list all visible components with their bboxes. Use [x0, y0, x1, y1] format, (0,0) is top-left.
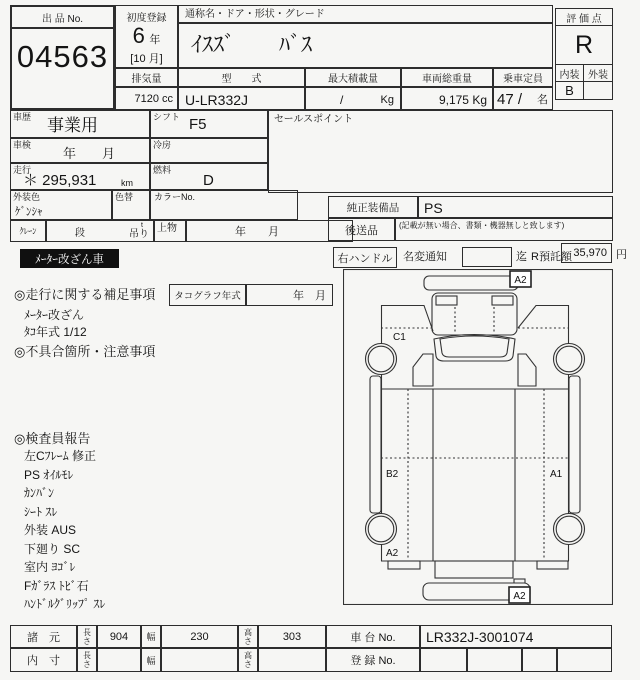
kousou-label-cell	[328, 218, 395, 241]
spec-height-value-cell	[258, 625, 326, 648]
recolor-cell	[112, 190, 150, 220]
exterior-label: 外装	[588, 69, 608, 81]
grade-box	[555, 8, 613, 100]
exterior-value	[584, 82, 612, 99]
front-left-damage-label: C1	[393, 332, 406, 343]
history-cell	[10, 110, 150, 138]
payload-value-cell	[305, 87, 401, 110]
width-label: 幅	[146, 632, 156, 642]
spec-row-label	[10, 625, 77, 648]
model-label: 型 式	[221, 74, 262, 85]
oem-value: PS	[424, 200, 443, 216]
rename-notice-label: 名変通知	[403, 251, 447, 263]
capacity-header	[493, 68, 553, 87]
payload-label: 最大積載量	[328, 74, 378, 85]
deposit-label: R預託額	[531, 251, 572, 263]
fuel-cell	[150, 163, 268, 190]
rear-left-tab	[388, 561, 420, 569]
recolor-label: 色替	[115, 192, 134, 202]
crane-tsuri-label: 吊り	[129, 229, 149, 240]
rear-center-panel	[435, 561, 513, 578]
spec-height-value: 303	[282, 630, 302, 643]
inspector-note-line: 外装 AUS	[24, 523, 77, 537]
inner-height-value-cell	[258, 648, 326, 672]
ac-label: 冷房	[153, 140, 172, 150]
rear-left-wheel	[366, 514, 397, 545]
displacement-label: 排気量	[131, 74, 162, 85]
oem-label: 純正装備品	[346, 201, 400, 214]
shift-value: F5	[189, 116, 207, 133]
displacement-header	[115, 68, 178, 87]
kousou-note-cell	[395, 218, 613, 241]
front-bumper-damage-label: A2	[514, 275, 527, 286]
crane-label: ｸﾚｰﾝ	[19, 226, 37, 236]
yen-label: 円	[616, 249, 627, 261]
fuel-value: D	[203, 172, 214, 189]
rename-notice-box	[462, 247, 512, 267]
grade-header	[556, 9, 612, 26]
left-quarter-shape	[413, 354, 433, 386]
crane-ton-label: t	[141, 222, 143, 229]
grade-value: R	[574, 30, 594, 59]
gvw-value: 9,175 Kg	[438, 93, 487, 107]
tacho-value-cell	[246, 284, 333, 306]
tacho-label-cell	[169, 284, 246, 306]
first-reg-label: 初度登録	[126, 13, 167, 24]
mileage-note-title: ◎走行に関する補足事項	[14, 287, 156, 302]
int-ext-values	[556, 82, 612, 99]
first-reg-year-num: 6	[132, 23, 145, 48]
model-value-cell	[178, 87, 305, 110]
registration-label: 登 録 No.	[350, 655, 396, 667]
interior-value: B	[556, 82, 584, 99]
first-reg-year	[116, 23, 177, 49]
first-registration-cell	[115, 5, 178, 68]
mileage-note-line: ﾀｺ年式 1/12	[24, 325, 87, 339]
deposit-box	[561, 243, 612, 263]
capacity-value: 47 /	[497, 91, 523, 108]
inspector-title: ◎検査員報告	[14, 431, 91, 446]
spec-length-value: 904	[109, 630, 129, 643]
exterior-color-value: ｹﾞﾝｼｬ	[15, 206, 43, 218]
inner-height-label-cell	[238, 648, 258, 672]
lot-number-box	[10, 5, 115, 110]
kousou-label: 後送品	[345, 224, 378, 237]
diagram-frame	[344, 270, 613, 605]
mileage-unit: km	[121, 178, 133, 188]
chassis-value-cell	[420, 625, 612, 648]
cab-panel	[432, 293, 517, 335]
inner-width-label-cell	[141, 648, 161, 672]
crane-cell	[10, 220, 46, 242]
uwamono-label: 上物	[157, 223, 177, 234]
uwamono-value: 年 月	[235, 226, 279, 238]
width-label: 幅	[146, 655, 156, 666]
sales-point-label: セールスポイント	[274, 114, 354, 125]
length-label: 長さ	[83, 651, 91, 670]
inspection-label: 車検	[13, 140, 32, 150]
inspection-value: 年 月	[63, 146, 116, 161]
displacement-value: 7120 cc	[134, 93, 173, 105]
cab-vent-left	[436, 296, 457, 305]
mileage-cell	[10, 163, 150, 190]
fuel-label: 燃料	[153, 165, 172, 175]
inspection-cell	[10, 138, 150, 163]
inspector-note-line: PS ｵｲﾙﾓﾚ	[24, 468, 74, 482]
inspector-note-line: ﾊﾝﾄﾞﾙｸﾞﾘｯﾌﾟ ｽﾚ	[24, 597, 106, 611]
vehicle-name: ｲｽｽﾞ ﾊﾞｽ	[191, 32, 313, 57]
meter-tamper-badge	[20, 249, 119, 268]
name-header-cell	[178, 5, 553, 23]
kousou-note: (記載が無い場合、書類・機器無しと致します)	[399, 221, 565, 230]
inspector-note-line: 下廻り SC	[24, 542, 81, 556]
capacity-unit: 名	[537, 94, 548, 106]
history-value: 事業用	[47, 116, 98, 135]
chassis-label-cell	[326, 625, 420, 648]
inspector-note-line: 室内 ﾖｺﾞﾚ	[24, 560, 76, 574]
right-damage-label: A1	[550, 469, 563, 480]
interior-label: 内装	[556, 65, 584, 81]
tacho-value: 年 月	[293, 290, 326, 302]
registration-label-cell	[326, 648, 420, 672]
payload-value: /	[340, 93, 344, 107]
oem-value-cell	[418, 196, 613, 218]
inspector-note-line: 左Cﾌﾚｰﾑ 修正	[24, 449, 97, 463]
inner-length-value-cell	[97, 648, 141, 672]
rear-bumper-damage-label: A2	[513, 591, 526, 602]
handle-box	[333, 247, 397, 268]
crane-detail-cell	[46, 220, 154, 242]
history-label: 車歴	[13, 112, 32, 122]
spec-height-label-cell	[238, 625, 258, 648]
exterior-color-label: 外装色	[13, 192, 41, 202]
name-header-label: 通称名・ドア・形状・グレード	[185, 9, 325, 20]
name-value-cell	[178, 23, 553, 68]
registration-value-cell	[467, 648, 522, 672]
meter-tamper-badge-label: ﾒｰﾀｰ改ざん車	[35, 253, 104, 266]
mileage-note-line: ﾒｰﾀｰ改ざん	[24, 308, 85, 322]
oem-label-cell	[328, 196, 418, 218]
registration-value-cell	[522, 648, 557, 672]
cab-vent-right	[492, 296, 513, 305]
lot-number-header	[12, 7, 113, 29]
tacho-label: タコグラフ年式	[174, 291, 241, 302]
mileage-label: 走行	[13, 165, 32, 175]
rear-right-tab	[537, 561, 568, 569]
height-label: 高さ	[244, 651, 252, 670]
lot-number-value: 04563	[16, 39, 109, 74]
left-damage-label: B2	[386, 469, 399, 480]
capacity-value-cell	[493, 87, 553, 110]
capacity-label: 乗車定員	[503, 74, 543, 85]
inspector-note-line: ｼｰﾄ ｽﾚ	[24, 505, 58, 519]
grade-value-cell	[556, 26, 612, 65]
gvw-value-cell	[401, 87, 493, 110]
uwamono-cell	[154, 220, 186, 242]
lot-label: 出 品 No.	[41, 13, 84, 25]
inner-length-label-cell	[77, 648, 97, 672]
spec-width-label-cell	[141, 625, 161, 648]
int-ext-header	[556, 65, 612, 82]
right-rub-rail	[569, 376, 580, 513]
front-bumper-shape	[424, 276, 518, 290]
handle-label: 右ハンドル	[337, 252, 393, 265]
sales-point-box	[268, 110, 613, 193]
first-reg-year-unit: 年	[149, 34, 161, 46]
model-header	[178, 68, 305, 87]
mileage-value: ＊ 295,931	[23, 172, 97, 189]
length-label: 長さ	[83, 628, 91, 647]
color-no-label: カラーNo.	[154, 192, 196, 202]
front-right-wheel	[554, 344, 585, 375]
rear-right-wheel	[554, 514, 585, 545]
made-label: 迄	[516, 251, 527, 263]
exterior-color-cell	[10, 190, 112, 220]
registration-value-cell	[557, 648, 612, 672]
color-no-cell	[150, 190, 298, 220]
model-value: U-LR332J	[185, 92, 249, 108]
payload-header	[305, 68, 401, 87]
spec-width-value-cell	[161, 625, 238, 648]
vehicle-damage-diagram	[343, 269, 613, 605]
payload-unit: Kg	[380, 94, 394, 106]
inspector-note-line: Fｶﾞﾗｽ ﾄﾋﾞ石	[24, 579, 89, 593]
chassis-label: 車 台 No.	[350, 631, 396, 644]
grade-label: 評 価 点	[566, 13, 602, 25]
gvw-header	[401, 68, 493, 87]
spec-length-label-cell	[77, 625, 97, 648]
ac-cell	[150, 138, 268, 163]
shift-label: シフト	[153, 112, 181, 122]
spec-label: 諸 元	[27, 631, 60, 644]
spec-length-value-cell	[97, 625, 141, 648]
rear-left-damage-label: A2	[386, 548, 399, 559]
gvw-label: 車両総重量	[422, 74, 472, 85]
deposit-value: 35,970	[573, 247, 607, 259]
windshield-glass	[440, 336, 509, 357]
displacement-value-cell	[115, 87, 178, 110]
inner-row-label	[10, 648, 77, 672]
inspector-note-line: ｶﾝﾊﾞﾝ	[24, 486, 55, 500]
right-quarter-shape	[518, 354, 536, 386]
registration-value-cell	[420, 648, 467, 672]
spec-width-value: 230	[190, 630, 209, 643]
shift-cell	[150, 110, 268, 138]
height-label: 高さ	[244, 628, 252, 647]
defect-title: ◎不具合箇所・注意事項	[14, 344, 156, 359]
first-reg-month: [10 月]	[130, 53, 163, 65]
crane-dan-label: 段	[75, 228, 85, 239]
left-rub-rail	[370, 376, 381, 513]
chassis-value: LR332J-3001074	[426, 629, 534, 645]
front-left-wheel	[366, 344, 397, 375]
inner-width-value-cell	[161, 648, 238, 672]
inner-label: 内 寸	[27, 655, 60, 667]
